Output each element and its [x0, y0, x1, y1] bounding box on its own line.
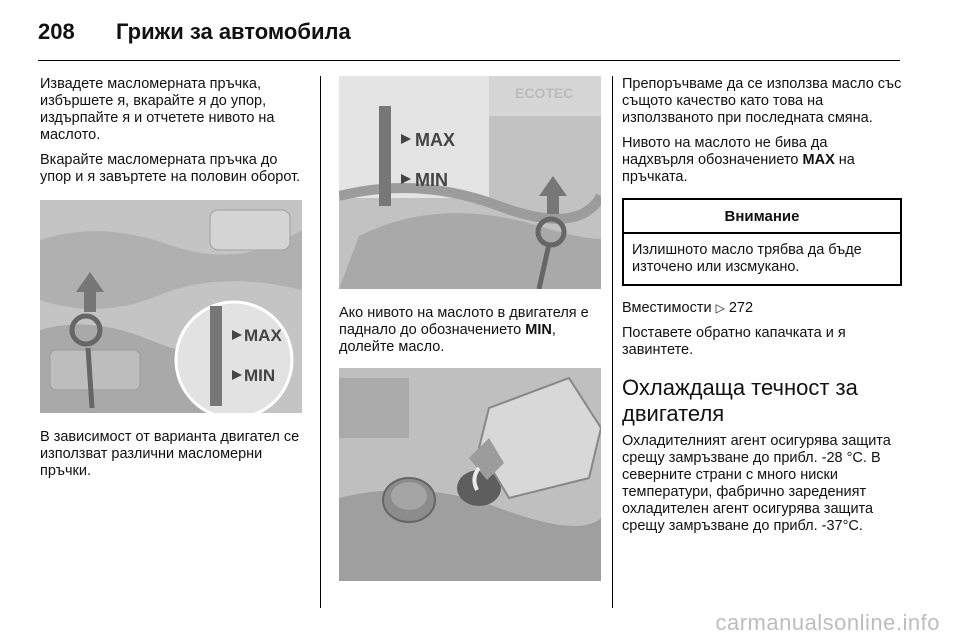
paragraph-max-level	[622, 135, 902, 186]
page-title: Грижи за автомобила	[116, 19, 351, 44]
column-divider-2	[612, 76, 613, 608]
figure-dipstick-ecotec	[339, 76, 601, 289]
dipstick-ecotec-illustration	[339, 76, 601, 289]
page-number: 208	[38, 19, 75, 44]
column-3	[622, 76, 902, 543]
paragraph-recommend-oil: Препоръчваме да се използва масло със същото качество като това на използваното при последната смяна.	[622, 76, 902, 126]
min-level-text-after: , долейте масло.	[339, 322, 556, 355]
paragraph-coolant-protection: Охладителният агент осигурява защита срещу замръзване до прибл. -28 °C. В северните страни с много ниски температури, фабрично зареденият охладителен агент осигурява защита срещу замръзване до прибл. -37°C.	[622, 433, 891, 534]
ecotec-max-label: MAX	[415, 130, 455, 150]
figure-oil-refill	[339, 368, 601, 581]
max-level-text-before: Нивото на маслото не бива да надхвърля обозначението	[622, 135, 828, 168]
figure-dipstick-engine	[40, 200, 302, 413]
dipstick-min-label: MIN	[244, 366, 276, 385]
warning-text: Излишното масло трябва да бъде източено или изсмукано.	[632, 242, 862, 275]
dipstick-engine-illustration	[40, 200, 302, 413]
paragraph-insert-dipstick: Вкарайте масломерната пръчка до упор и я завъртете на половин оборот.	[40, 152, 301, 185]
column-divider-1	[320, 76, 321, 608]
min-mark: MIN	[525, 322, 552, 338]
ecotec-min-label: MIN	[415, 170, 448, 190]
capacities-label: Вместимости	[622, 300, 716, 316]
max-mark: MAX	[802, 152, 835, 168]
paragraph-variants: В зависимост от варианта двигател се използват различни масломерни пръчки.	[40, 429, 300, 479]
max-level-text-after: на пръчката.	[622, 152, 855, 185]
paragraph-min-level	[339, 305, 604, 356]
min-level-text-before: Ако нивото на маслото в двигателя е паднало до обозначението	[339, 305, 589, 338]
paragraph-replace-cap: Поставете обратно капачката и я завинтете.	[622, 325, 846, 358]
warning-title: Внимание	[624, 200, 900, 234]
oil-refill-illustration	[339, 368, 601, 581]
capacities-page-link[interactable]: 272	[728, 300, 754, 316]
ecotec-engine-label: ECOTEC	[515, 85, 574, 101]
header-rule	[38, 60, 900, 61]
warning-box	[622, 198, 902, 286]
paragraph-capacities	[622, 300, 902, 317]
column-1	[40, 76, 305, 488]
page-header	[38, 14, 351, 50]
section-heading-coolant: Охлаждаща течност за двигателя	[622, 375, 858, 426]
column-2	[339, 76, 604, 581]
page-reference-icon: ▷	[715, 301, 725, 315]
paragraph-remove-dipstick: Извадете масломерната пръчка, избършете я, вкарайте я до упор, издърпайте я и отчетете нивото на маслото.	[40, 76, 275, 143]
dipstick-max-label: MAX	[244, 326, 282, 345]
watermark: carmanualsonline.info	[715, 610, 940, 635]
